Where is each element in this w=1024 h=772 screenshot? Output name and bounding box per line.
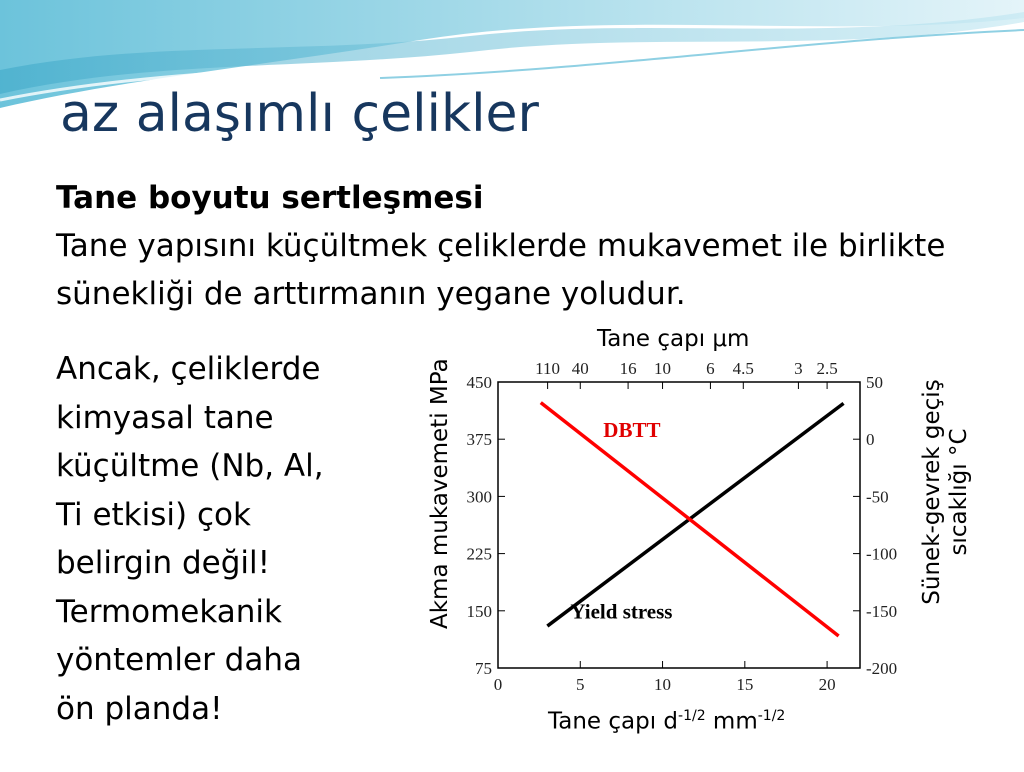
y-tick-label: 450 bbox=[466, 373, 492, 392]
intro-text bbox=[56, 174, 976, 318]
x2-tick-label: 40 bbox=[571, 359, 589, 378]
x-tick-label: 10 bbox=[654, 675, 672, 694]
y2-tick-label: -100 bbox=[866, 544, 898, 564]
x-axis-label-base: Tane çapı d bbox=[548, 708, 679, 735]
slide-title: az alaşımlı çelikler bbox=[60, 84, 539, 144]
y2-axis-label bbox=[919, 372, 973, 612]
x2-tick-label: 4.5 bbox=[732, 359, 754, 378]
x2-tick-label: 10 bbox=[654, 359, 672, 378]
chart-plot bbox=[428, 326, 988, 768]
y2-tick-label: -150 bbox=[866, 601, 898, 621]
side-text-line: ön planda! bbox=[56, 690, 223, 727]
side-text-line: Termomekanik bbox=[56, 593, 282, 630]
x-axis-label bbox=[544, 708, 789, 735]
y-tick-label: 150 bbox=[466, 601, 492, 621]
x2-axis-label: Tane çapı μm bbox=[593, 326, 753, 352]
y2-tick-label: 50 bbox=[866, 373, 883, 392]
side-text-line: belirgin değil! bbox=[56, 545, 271, 581]
y2-axis-label-line2: sıcaklığı °C bbox=[946, 428, 972, 556]
y2-tick-label: -200 bbox=[866, 659, 898, 678]
body-text: Tane yapısını küçültmek çeliklerde mukavemet ile birlikte sünekliği de arttırmanın yegane yoludur. bbox=[56, 228, 946, 312]
x-axis-label-exp2: -1/2 bbox=[757, 708, 786, 724]
x2-tick-label: 2.5 bbox=[816, 359, 838, 378]
y2-tick-label: 0 bbox=[866, 430, 875, 450]
side-text-line: Ancak, çeliklerde bbox=[56, 351, 321, 387]
x2-tick-label: 16 bbox=[619, 359, 637, 378]
y-tick-label: 225 bbox=[466, 544, 492, 564]
x2-tick-label: 6 bbox=[706, 359, 715, 378]
series-label-dbtt: DBTT bbox=[603, 417, 661, 442]
y2-axis-label-line1: Sünek-gevrek geçiş bbox=[919, 379, 945, 605]
x2-tick-label: 3 bbox=[794, 359, 803, 378]
chart bbox=[428, 326, 988, 768]
y2-tick-label: -50 bbox=[866, 487, 889, 507]
series-label-yield-stress: Yield stress bbox=[570, 599, 673, 624]
x-tick-label: 5 bbox=[576, 675, 585, 694]
x-tick-label: 0 bbox=[493, 675, 503, 694]
y-tick-label: 300 bbox=[466, 487, 492, 507]
y-tick-label: 75 bbox=[475, 659, 492, 678]
heading: Tane boyutu sertleşmesi bbox=[56, 180, 484, 216]
side-text-line: küçültme (Nb, Al, bbox=[56, 448, 324, 484]
x2-tick-label: 110 bbox=[535, 359, 561, 378]
side-text-line: kimyasal tane bbox=[56, 399, 274, 436]
x-tick-label: 15 bbox=[736, 675, 754, 694]
x-axis-label-unit: mm bbox=[705, 708, 758, 735]
x-tick-label: 20 bbox=[818, 675, 836, 694]
y-axis-label: Akma mukavemeti MPa bbox=[427, 358, 453, 629]
x-axis-label-exp1: -1/2 bbox=[678, 708, 706, 724]
chart-background bbox=[428, 326, 988, 768]
y-tick-label: 375 bbox=[466, 430, 492, 450]
side-text-line: yöntemler daha bbox=[56, 642, 302, 678]
side-text-line: Ti etkisi) çok bbox=[56, 496, 251, 533]
side-text bbox=[56, 345, 386, 733]
